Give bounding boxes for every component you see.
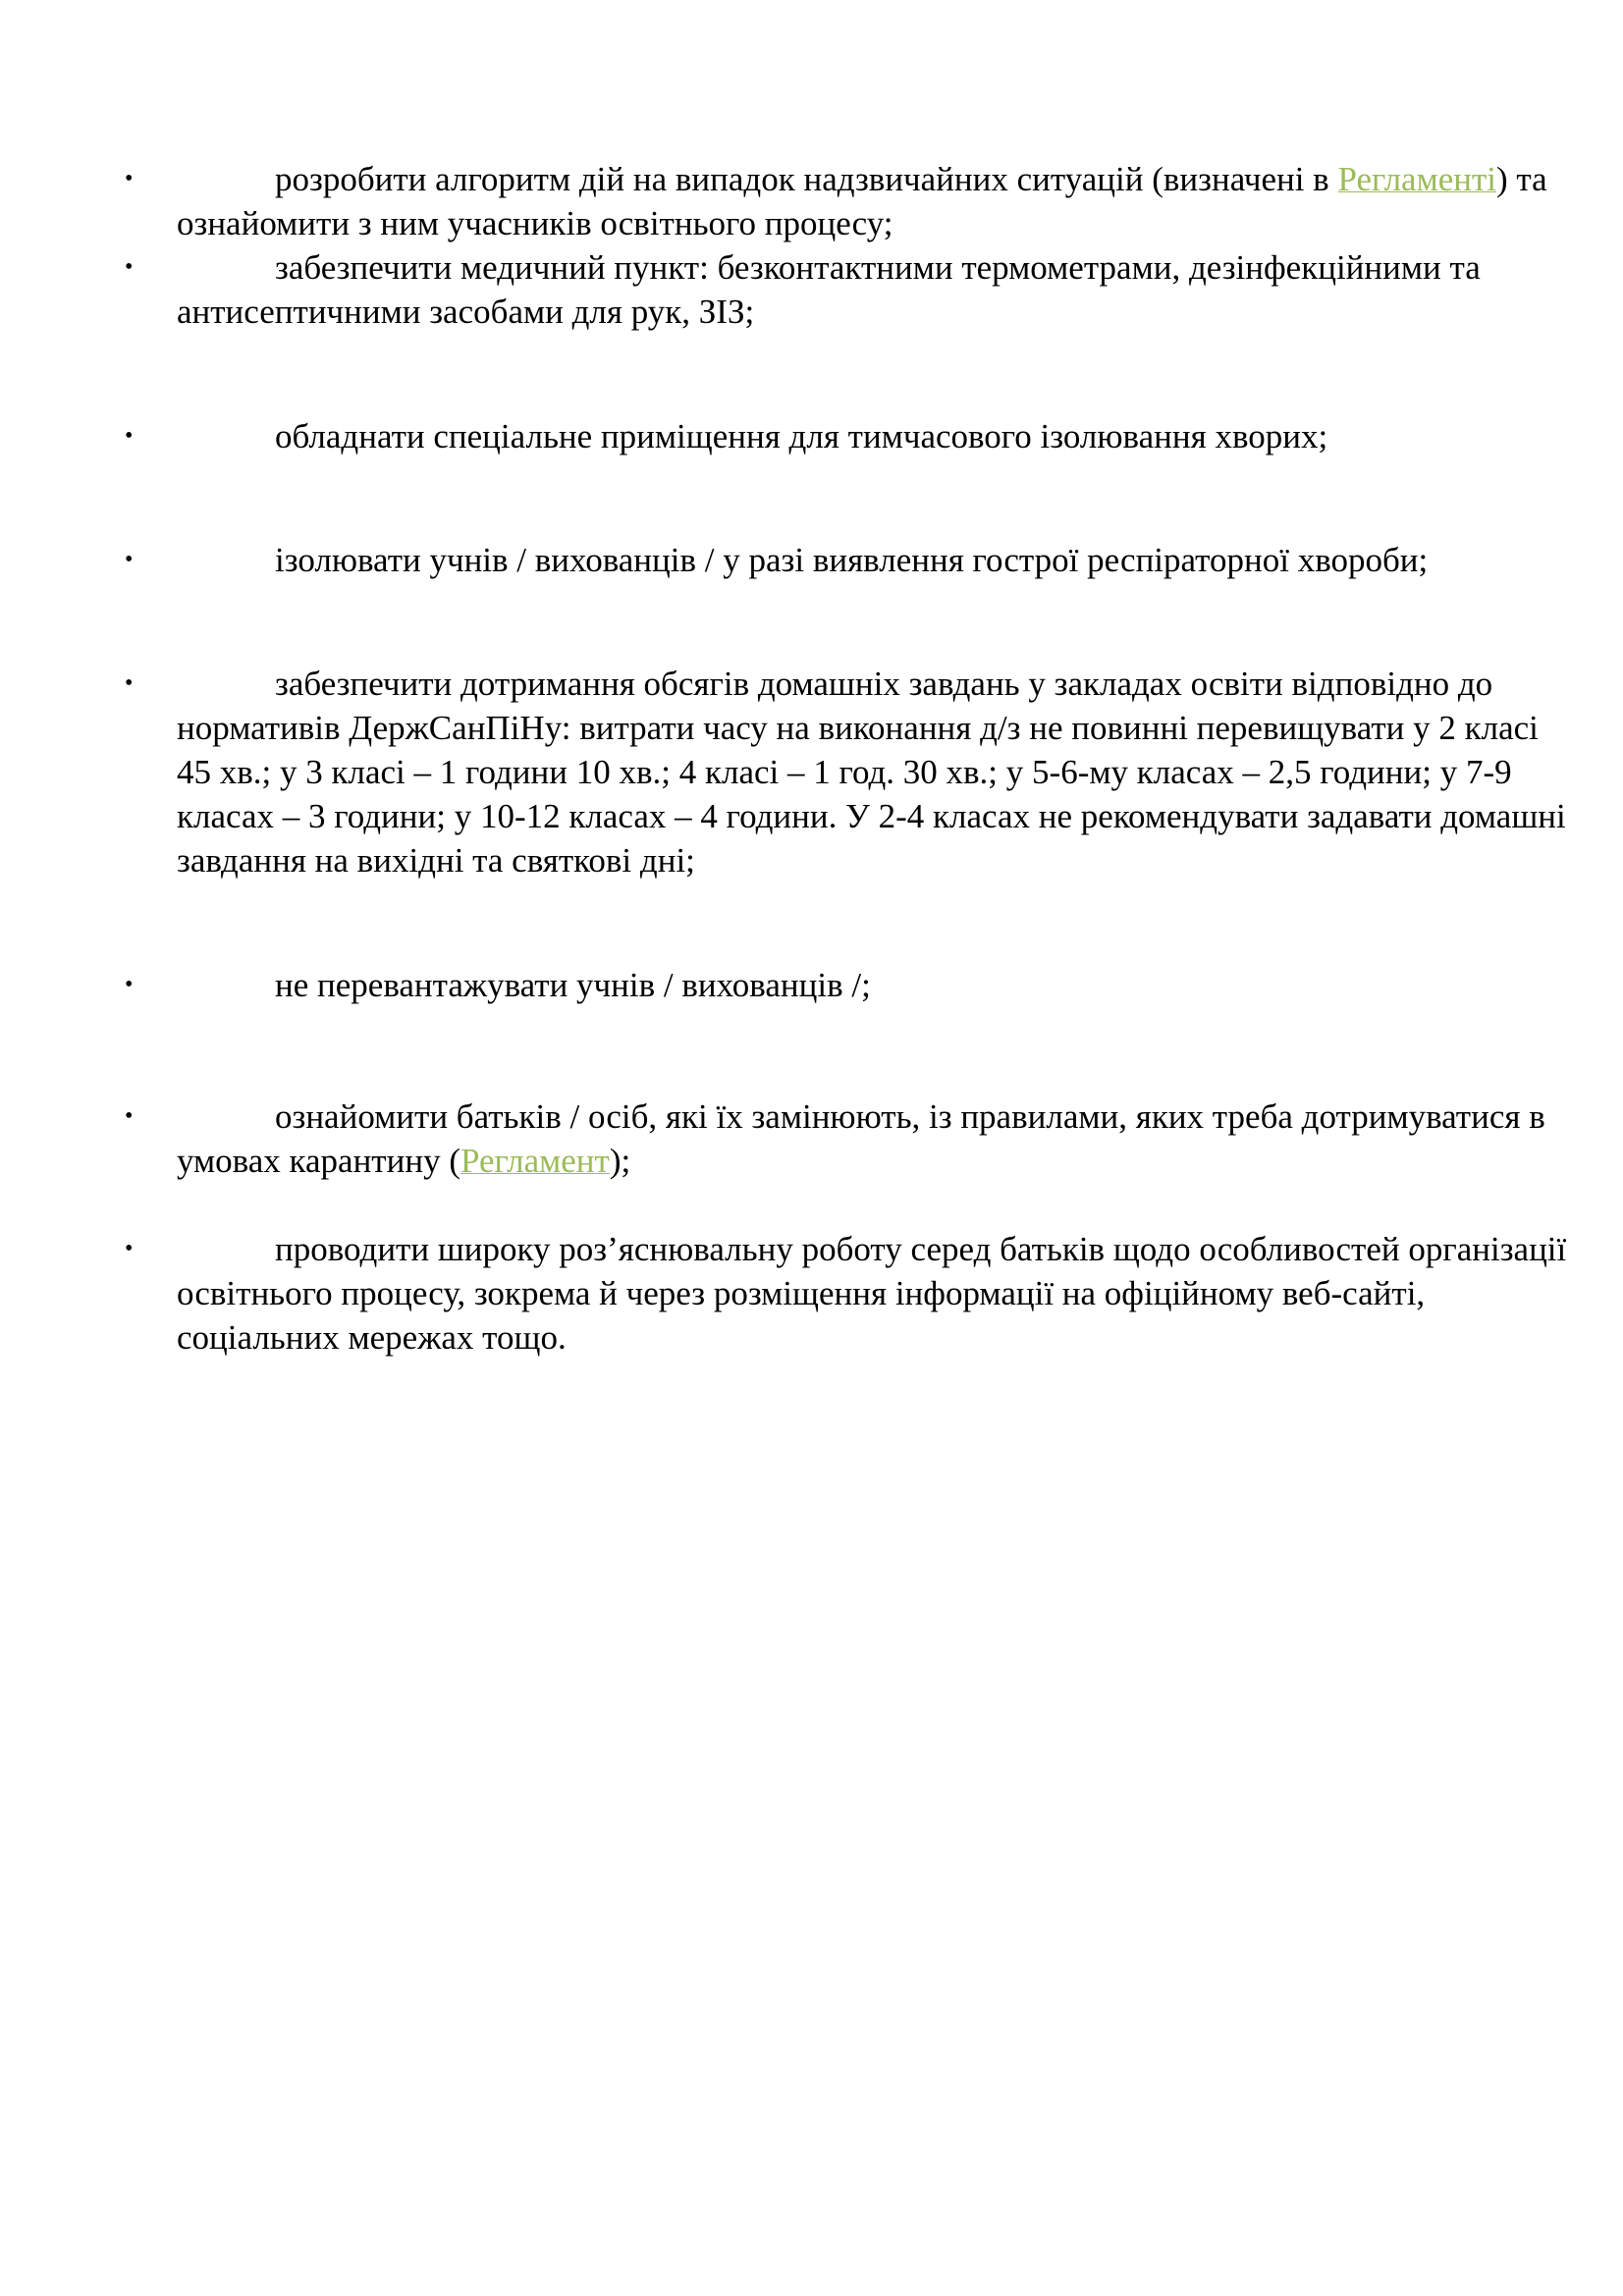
list-item-text: забезпечити дотримання обсягів домашніх завдань у закладах освіти відповідно до нормативів ДержСанПіНу: витрати часу на виконання д/з не повинні перевищувати у 2 класі 45 хв.; у 3 класі – 1 години 10 хв.; 4 класі – 1 год. 30 хв.; у 5-6-му класах – 2,5 години; у 7-9 класах – 3 години; у 10-12 класах – 4 години. У 2-4 класах не рекомендувати задавати домашні завдання на вихідні та святкові дні; (177, 665, 1566, 880)
list-item (125, 245, 1581, 334)
list-item-text: ознайомити батьків / осіб, які їх замінюють, із правилами, яких треба дотримуватися в умовах карантину ( (177, 1097, 1545, 1180)
list-item-text: не перевантажувати учнів / вихованців /; (275, 966, 871, 1004)
list-item-text: забезпечити медичний пункт: безконтактними термометрами, дезінфекційними та антисептичними засобами для рук, ЗІЗ; (177, 248, 1481, 331)
list-item-text: ) та ознайомити з ним учасників освітнього процесу; (177, 160, 1547, 242)
list-item (125, 538, 1581, 582)
bullet: • (125, 1236, 134, 1261)
list-item-text: проводити широку роз’яснювальну роботу серед батьків щодо особливостей організації освітнього процесу, зокрема й через розміщення інформації на офіційному веб-сайті, соціальних мережах тощо. (177, 1230, 1567, 1357)
list-item (125, 414, 1581, 458)
regulation-link[interactable]: Регламенті (1337, 160, 1497, 198)
bullet: • (125, 547, 134, 572)
list-item-text: розробити алгоритм дій на випадок надзвичайних ситуацій (визначені в (275, 160, 1338, 198)
bullet: • (125, 166, 134, 191)
list-item (125, 1227, 1581, 1360)
bullet: • (125, 1103, 134, 1129)
regulation-link[interactable]: Регламент (460, 1142, 610, 1180)
bullet: • (125, 972, 134, 997)
list-item-text: ); (609, 1142, 631, 1180)
list-item (125, 963, 1581, 1007)
list-item (125, 662, 1581, 882)
list-item-text: ізолювати учнів / вихованців / у разі виявлення гострої респіраторної хвороби; (275, 541, 1429, 579)
bullet: • (125, 423, 134, 449)
list-item-text: обладнати спеціальне приміщення для тимчасового ізолювання хворих; (275, 417, 1328, 455)
bullet: • (125, 670, 134, 696)
list-item (125, 157, 1581, 245)
list-item (125, 1095, 1581, 1183)
bullet: • (125, 254, 134, 280)
